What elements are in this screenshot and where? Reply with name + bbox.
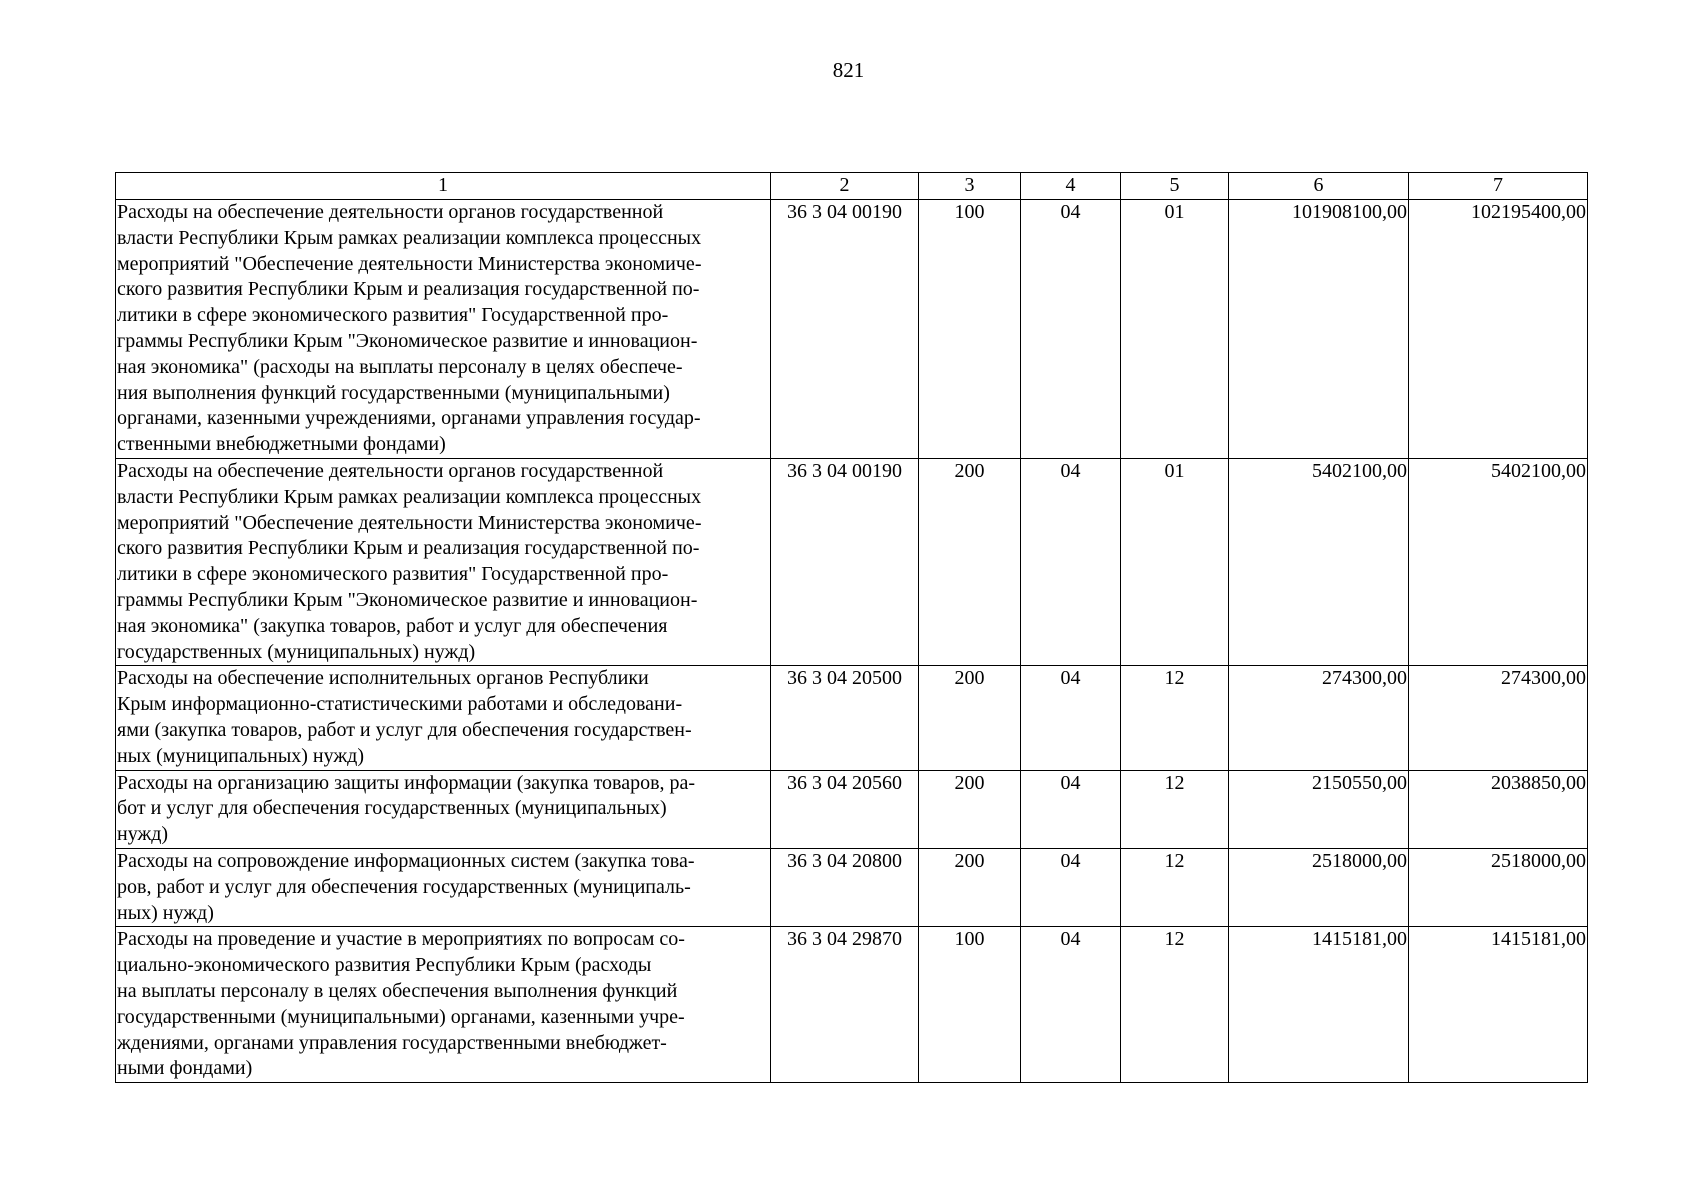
table-row bbox=[116, 927, 1588, 1083]
subsection-code: 12 bbox=[1121, 848, 1229, 926]
table-row bbox=[116, 200, 1588, 459]
column-header-6: 6 bbox=[1229, 173, 1409, 200]
expense-description: Расходы на обеспечение деятельности органов государственной власти Республики Крым рамках реализации комплекса процессных мероприятий "Обеспечение деятельности Министерства экономиче- ского развития Республики Крым и реализация государственной по- литики в сфере экономического развития" Государственной про- граммы Республики Крым "Экономическое развитие и инновацион- ная экономика" (расходы на выплаты персоналу в целях обеспече- ния выполнения функций государственными (муниципальными) органами, казенными учреждениями, органами управления государ- ственными внебюджетными фондами) bbox=[116, 200, 771, 459]
page-number: 821 bbox=[832, 58, 865, 82]
column-header-2: 2 bbox=[771, 173, 919, 200]
expense-type-code: 200 bbox=[919, 770, 1021, 848]
section-code: 04 bbox=[1021, 848, 1121, 926]
amount-column-6: 274300,00 bbox=[1229, 666, 1409, 770]
expense-description: Расходы на обеспечение деятельности органов государственной власти Республики Крым рамках реализации комплекса процессных мероприятий "Обеспечение деятельности Министерства экономиче- ского развития Республики Крым и реализация государственной по- литики в сфере экономического развития" Государственной про- граммы Республики Крым "Экономическое развитие и инновацион- ная экономика" (закупка товаров, работ и услуг для обеспечения государственных (муниципальных) нужд) bbox=[116, 458, 771, 665]
expense-type-code: 200 bbox=[919, 666, 1021, 770]
subsection-code: 12 bbox=[1121, 770, 1229, 848]
expense-type-code: 100 bbox=[919, 927, 1021, 1083]
table-row bbox=[116, 666, 1588, 770]
column-header-1: 1 bbox=[116, 173, 771, 200]
table-row bbox=[116, 848, 1588, 926]
subsection-code: 12 bbox=[1121, 927, 1229, 1083]
target-article-code: 36 3 04 00190 bbox=[771, 200, 919, 459]
amount-column-6: 2150550,00 bbox=[1229, 770, 1409, 848]
amount-column-6: 5402100,00 bbox=[1229, 458, 1409, 665]
expense-type-code: 200 bbox=[919, 848, 1021, 926]
section-code: 04 bbox=[1021, 200, 1121, 459]
amount-column-6: 1415181,00 bbox=[1229, 927, 1409, 1083]
section-code: 04 bbox=[1021, 666, 1121, 770]
column-header-5: 5 bbox=[1121, 173, 1229, 200]
amount-column-7: 102195400,00 bbox=[1409, 200, 1588, 459]
expense-description: Расходы на обеспечение исполнительных органов Республики Крым информационно-статистическими работами и обследовани- ями (закупка товаров, работ и услуг для обеспечения государствен- ных (муниципальных) нужд) bbox=[116, 666, 771, 770]
section-code: 04 bbox=[1021, 770, 1121, 848]
expense-type-code: 200 bbox=[919, 458, 1021, 665]
subsection-code: 01 bbox=[1121, 200, 1229, 459]
table-row bbox=[116, 770, 1588, 848]
section-code: 04 bbox=[1021, 458, 1121, 665]
table-row bbox=[116, 458, 1588, 665]
column-number-row bbox=[116, 173, 1588, 200]
expense-description: Расходы на организацию защиты информации (закупка товаров, ра- бот и услуг для обеспечения государственных (муниципальных) нужд) bbox=[116, 770, 771, 848]
expense-description: Расходы на сопровождение информационных систем (закупка това- ров, работ и услуг для обеспечения государственных (муниципаль- ных) нужд) bbox=[116, 848, 771, 926]
section-code: 04 bbox=[1021, 927, 1121, 1083]
amount-column-6: 2518000,00 bbox=[1229, 848, 1409, 926]
column-header-7: 7 bbox=[1409, 173, 1588, 200]
target-article-code: 36 3 04 29870 bbox=[771, 927, 919, 1083]
amount-column-7: 1415181,00 bbox=[1409, 927, 1588, 1083]
amount-column-7: 2518000,00 bbox=[1409, 848, 1588, 926]
target-article-code: 36 3 04 20500 bbox=[771, 666, 919, 770]
target-article-code: 36 3 04 20800 bbox=[771, 848, 919, 926]
column-header-3: 3 bbox=[919, 173, 1021, 200]
target-article-code: 36 3 04 00190 bbox=[771, 458, 919, 665]
budget-table bbox=[115, 172, 1588, 1083]
subsection-code: 12 bbox=[1121, 666, 1229, 770]
subsection-code: 01 bbox=[1121, 458, 1229, 665]
amount-column-6: 101908100,00 bbox=[1229, 200, 1409, 459]
amount-column-7: 274300,00 bbox=[1409, 666, 1588, 770]
target-article-code: 36 3 04 20560 bbox=[771, 770, 919, 848]
amount-column-7: 2038850,00 bbox=[1409, 770, 1588, 848]
column-header-4: 4 bbox=[1021, 173, 1121, 200]
amount-column-7: 5402100,00 bbox=[1409, 458, 1588, 665]
expense-type-code: 100 bbox=[919, 200, 1021, 459]
expense-description: Расходы на проведение и участие в мероприятиях по вопросам со- циально-экономического развития Республики Крым (расходы на выплаты персоналу в целях обеспечения выполнения функций государственными (муниципальными) органами, казенными учре- ждениями, органами управления государственными внебюджет- ными фондами) bbox=[116, 927, 771, 1083]
